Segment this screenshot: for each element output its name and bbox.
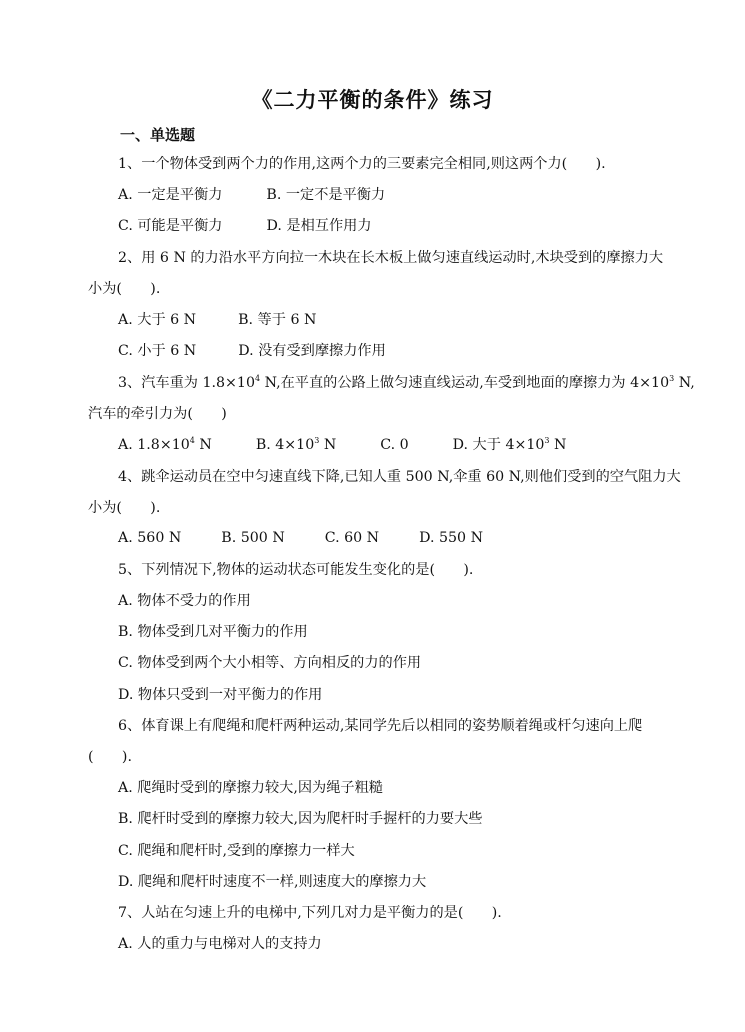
question-7-stem: 7、人站在匀速上升的电梯中,下列几对力是平衡力的是( ). (118, 905, 502, 921)
question-2-stem-line-2: 小为( ). (88, 281, 161, 297)
question-3-option-d (453, 435, 567, 455)
question-5-option-a: A. 物体不受力的作用 (118, 593, 251, 609)
exponent: 3 (314, 436, 320, 445)
section-heading: 一、单选题 (120, 126, 196, 144)
exponent: 3 (544, 436, 550, 445)
question-6-option-d: D. 爬绳和爬杆时速度不一样,则速度大的摩擦力大 (118, 874, 427, 890)
question-1-options-row-1 (118, 185, 385, 205)
question-4-option-c: C. 60 N (324, 530, 380, 546)
question-6-option-b: B. 爬杆时受到的摩擦力较大,因为爬杆时手握杆的力要大些 (118, 811, 483, 827)
question-1-option-a: A. 一定是平衡力 (118, 187, 223, 203)
question-3-option-a (118, 435, 212, 455)
question-1-options-row-2 (118, 216, 372, 236)
question-2-option-a: A. 大于 6 N (118, 312, 197, 328)
option-text: A. 1.8×10 (118, 437, 190, 453)
exponent: 4 (254, 374, 261, 383)
question-4-option-b: B. 500 N (221, 530, 285, 546)
question-6-option-c: C. 爬绳和爬杆时,受到的摩擦力一样大 (118, 843, 355, 859)
question-5-option-c: C. 物体受到两个大小相等、方向相反的力的作用 (118, 655, 422, 671)
question-4-stem-line-2: 小为( ). (88, 500, 161, 516)
option-text: B. 4×10 (255, 437, 315, 453)
question-3-stem-line-1 (118, 373, 695, 393)
question-4-options-row (118, 528, 483, 548)
option-text: D. 大于 4×10 (452, 437, 545, 453)
exponent: 3 (669, 374, 675, 383)
exponent: 4 (189, 436, 195, 445)
question-1-option-b: B. 一定不是平衡力 (266, 187, 386, 203)
question-2-options-row-2 (118, 341, 386, 361)
question-3-option-b (256, 435, 336, 455)
question-7-option-a: A. 人的重力与电梯对人的支持力 (118, 936, 322, 952)
question-6-stem-line-1: 6、体育课上有爬绳和爬杆两种运动,某同学先后以相同的姿势顺着绳或杆匀速向上爬 (118, 718, 643, 734)
question-3-option-c: C. 0 (380, 437, 409, 453)
option-text: N (549, 437, 567, 453)
option-text: N (319, 437, 337, 453)
question-1-option-d: D. 是相互作用力 (266, 218, 372, 234)
question-4-option-a: A. 560 N (118, 530, 182, 546)
question-5-option-b: B. 物体受到几对平衡力的作用 (118, 624, 308, 640)
question-1-option-c: C. 可能是平衡力 (118, 218, 223, 234)
question-1-stem: 1、一个物体受到两个力的作用,这两个力的三要素完全相同,则这两个力( ). (118, 156, 606, 172)
question-2-option-c: C. 小于 6 N (118, 343, 197, 359)
document-title: 《二力平衡的条件》练习 (251, 87, 494, 112)
question-6-option-a: A. 爬绳时受到的摩擦力较大,因为绳子粗糙 (118, 780, 383, 796)
question-6-stem-line-2: ( ). (88, 749, 132, 765)
question-2-option-b: B. 等于 6 N (238, 312, 317, 328)
question-5-stem: 5、下列情况下,物体的运动状态可能发生变化的是( ). (118, 562, 474, 578)
question-2-stem-line-1: 2、用 6 N 的力沿水平方向拉一木块在长木板上做匀速直线运动时,木块受到的摩擦力大 (118, 250, 664, 266)
question-3-stem-text: N,在平直的公路上做匀速直线运动,车受到地面的摩擦力为 4×10 (260, 375, 670, 391)
option-text: N (194, 437, 212, 453)
question-2-option-d: D. 没有受到摩擦力作用 (238, 343, 386, 359)
question-3-stem-text: 3、汽车重为 1.8×10 (118, 375, 255, 391)
question-4-option-d: D. 550 N (419, 530, 483, 546)
question-3-stem-line-2: 汽车的牵引力为( ) (88, 406, 227, 422)
question-2-options-row-1 (118, 310, 316, 330)
question-3-stem-text: N, (674, 375, 695, 391)
question-4-stem-line-1: 4、跳伞运动员在空中匀速直线下降,已知人重 500 N,伞重 60 N,则他们受到的空气阻力大 (118, 469, 681, 485)
question-5-option-d: D. 物体只受到一对平衡力的作用 (118, 687, 323, 703)
question-3-options-row (118, 435, 566, 455)
